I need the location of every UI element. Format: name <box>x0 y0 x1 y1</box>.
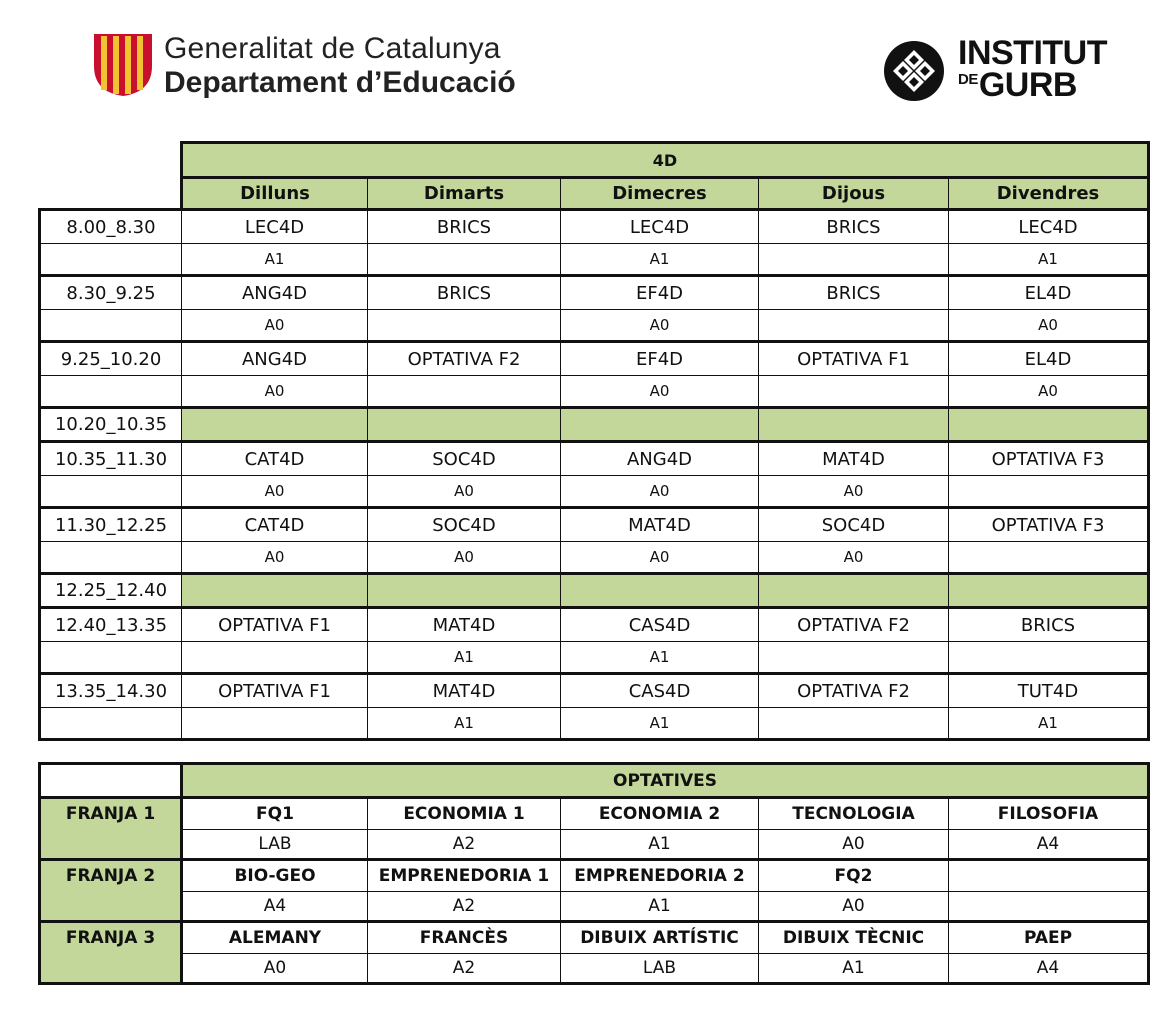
break-cell <box>368 574 561 608</box>
subject-cell: OPTATIVA F1 <box>759 342 949 376</box>
room-cell: A0 <box>182 376 368 408</box>
time-blank <box>40 244 182 276</box>
subject-cell: BRICS <box>949 608 1149 642</box>
slot-row <box>40 508 1149 542</box>
subject-cell: CAT4D <box>182 442 368 476</box>
optativa-subject: FQ1 <box>182 798 368 830</box>
break-cell <box>182 574 368 608</box>
subject-cell: CAS4D <box>561 608 759 642</box>
time-blank <box>40 708 182 740</box>
optatives-table <box>38 762 1150 985</box>
subject-cell: LEC4D <box>182 210 368 244</box>
optativa-room: A1 <box>561 892 759 922</box>
franja-label: FRANJA 2 <box>40 860 182 922</box>
subject-cell: OPTATIVA F1 <box>182 608 368 642</box>
room-cell: A1 <box>561 708 759 740</box>
time-slot: 8.30_9.25 <box>40 276 182 310</box>
break-row <box>40 574 1149 608</box>
day-header-dimarts: Dimarts <box>368 178 561 210</box>
room-cell <box>759 708 949 740</box>
subject-cell: EF4D <box>561 276 759 310</box>
time-blank <box>40 476 182 508</box>
franja-label: FRANJA 1 <box>40 798 182 860</box>
optativa-subject: ALEMANY <box>182 922 368 954</box>
franja-room-row <box>40 830 1149 860</box>
room-cell <box>182 642 368 674</box>
break-cell <box>949 574 1149 608</box>
optativa-subject: ECONOMIA 2 <box>561 798 759 830</box>
franja-label: FRANJA 3 <box>40 922 182 984</box>
room-cell <box>949 542 1149 574</box>
room-cell: A0 <box>759 542 949 574</box>
subject-cell: BRICS <box>759 210 949 244</box>
subject-cell: ANG4D <box>182 342 368 376</box>
optativa-room: A1 <box>759 954 949 984</box>
room-cell <box>759 376 949 408</box>
day-header-dimecres: Dimecres <box>561 178 759 210</box>
subject-cell: EF4D <box>561 342 759 376</box>
optativa-subject: FQ2 <box>759 860 949 892</box>
schedule-title-row <box>40 143 1149 178</box>
time-slot: 8.00_8.30 <box>40 210 182 244</box>
room-cell: A0 <box>561 376 759 408</box>
optativa-subject: FILOSOFIA <box>949 798 1149 830</box>
slot-row <box>40 276 1149 310</box>
room-cell: A1 <box>949 708 1149 740</box>
room-cell: A1 <box>368 708 561 740</box>
subject-cell: BRICS <box>368 276 561 310</box>
break-cell <box>368 408 561 442</box>
subject-cell: LEC4D <box>561 210 759 244</box>
room-cell <box>368 310 561 342</box>
day-header-dijous: Dijous <box>759 178 949 210</box>
room-cell: A0 <box>561 542 759 574</box>
time-slot: 12.25_12.40 <box>40 574 182 608</box>
subject-cell: LEC4D <box>949 210 1149 244</box>
optativa-room: A2 <box>368 892 561 922</box>
franja-room-row <box>40 892 1149 922</box>
subject-cell: OPTATIVA F3 <box>949 442 1149 476</box>
room-cell: A0 <box>561 310 759 342</box>
institut-gurb-title <box>958 36 1107 102</box>
time-slot: 10.20_10.35 <box>40 408 182 442</box>
room-cell <box>182 708 368 740</box>
time-slot: 13.35_14.30 <box>40 674 182 708</box>
optativa-subject: DIBUIX ARTÍSTIC <box>561 922 759 954</box>
subject-cell: OPTATIVA F2 <box>759 608 949 642</box>
institut-line1: INSTITUT <box>958 34 1107 72</box>
subject-cell: ANG4D <box>561 442 759 476</box>
optativa-subject: EMPRENEDORIA 2 <box>561 860 759 892</box>
optativa-room: A2 <box>368 830 561 860</box>
optativa-room: A4 <box>949 954 1149 984</box>
time-slot: 12.40_13.35 <box>40 608 182 642</box>
optativa-subject: EMPRENEDORIA 1 <box>368 860 561 892</box>
subject-cell: BRICS <box>368 210 561 244</box>
generalitat-title <box>164 34 516 98</box>
time-blank <box>40 642 182 674</box>
room-cell: A0 <box>368 542 561 574</box>
break-cell <box>561 408 759 442</box>
institut-gurb: GURB <box>978 66 1077 104</box>
corner-blank <box>40 143 182 178</box>
room-cell: A0 <box>759 476 949 508</box>
time-blank <box>40 376 182 408</box>
room-cell <box>759 642 949 674</box>
subject-cell: OPTATIVA F2 <box>368 342 561 376</box>
subject-cell: MAT4D <box>368 608 561 642</box>
optativa-room: A4 <box>182 892 368 922</box>
slot-row <box>40 342 1149 376</box>
room-cell: A0 <box>182 476 368 508</box>
generalitat-logo <box>92 32 154 98</box>
franja-name-row <box>40 860 1149 892</box>
room-cell <box>759 244 949 276</box>
optativa-room: A0 <box>759 892 949 922</box>
subject-cell: SOC4D <box>759 508 949 542</box>
break-cell <box>759 408 949 442</box>
group-title: 4D <box>182 143 1149 178</box>
corner-blank <box>40 178 182 210</box>
institut-line2 <box>958 68 1107 102</box>
subject-cell: CAS4D <box>561 674 759 708</box>
room-cell: A0 <box>368 476 561 508</box>
day-header-dilluns: Dilluns <box>182 178 368 210</box>
optativa-room: A2 <box>368 954 561 984</box>
room-cell: A0 <box>182 542 368 574</box>
optativa-room: A0 <box>759 830 949 860</box>
break-cell <box>759 574 949 608</box>
room-row <box>40 310 1149 342</box>
franja-room-row <box>40 954 1149 984</box>
optativa-room: A1 <box>561 830 759 860</box>
subject-cell: OPTATIVA F1 <box>182 674 368 708</box>
time-blank <box>40 310 182 342</box>
room-cell <box>368 376 561 408</box>
subject-cell: BRICS <box>759 276 949 310</box>
room-cell: A1 <box>949 244 1149 276</box>
room-cell: A1 <box>561 642 759 674</box>
subject-cell: MAT4D <box>759 442 949 476</box>
break-cell <box>949 408 1149 442</box>
franja-name-row <box>40 798 1149 830</box>
subject-cell: TUT4D <box>949 674 1149 708</box>
subject-cell: SOC4D <box>368 508 561 542</box>
slot-row <box>40 210 1149 244</box>
room-cell: A1 <box>182 244 368 276</box>
room-cell <box>949 642 1149 674</box>
optativa-room <box>949 892 1149 922</box>
optativa-room: A4 <box>949 830 1149 860</box>
time-blank <box>40 542 182 574</box>
room-cell: A1 <box>561 244 759 276</box>
optativa-subject: TECNOLOGIA <box>759 798 949 830</box>
subject-cell: EL4D <box>949 342 1149 376</box>
slot-row <box>40 442 1149 476</box>
room-cell: A0 <box>561 476 759 508</box>
break-cell <box>561 574 759 608</box>
room-cell: A0 <box>182 310 368 342</box>
subject-cell: ANG4D <box>182 276 368 310</box>
time-slot: 10.35_11.30 <box>40 442 182 476</box>
subject-cell: MAT4D <box>561 508 759 542</box>
slot-row <box>40 608 1149 642</box>
time-slot: 9.25_10.20 <box>40 342 182 376</box>
day-header-divendres: Divendres <box>949 178 1149 210</box>
optativa-subject: PAEP <box>949 922 1149 954</box>
optativa-subject: DIBUIX TÈCNIC <box>759 922 949 954</box>
room-row <box>40 708 1149 740</box>
optativa-subject: BIO-GEO <box>182 860 368 892</box>
room-row <box>40 476 1149 508</box>
corner-cell <box>40 764 182 798</box>
institut-de: DE <box>958 71 978 88</box>
optativa-subject: FRANCÈS <box>368 922 561 954</box>
subject-cell: OPTATIVA F3 <box>949 508 1149 542</box>
subject-cell: OPTATIVA F2 <box>759 674 949 708</box>
room-cell: A1 <box>368 642 561 674</box>
room-cell: A0 <box>949 376 1149 408</box>
room-row <box>40 376 1149 408</box>
optativa-room: LAB <box>182 830 368 860</box>
generalitat-line1: Generalitat de Catalunya <box>164 32 501 65</box>
subject-cell: SOC4D <box>368 442 561 476</box>
optativa-room: A0 <box>182 954 368 984</box>
time-slot: 11.30_12.25 <box>40 508 182 542</box>
room-row <box>40 244 1149 276</box>
institut-gurb-logo <box>880 40 948 102</box>
room-cell <box>368 244 561 276</box>
break-row <box>40 408 1149 442</box>
room-cell <box>759 310 949 342</box>
department-line2: Departament d’Educació <box>164 66 516 99</box>
room-cell <box>949 476 1149 508</box>
franja-name-row <box>40 922 1149 954</box>
room-cell: A0 <box>949 310 1149 342</box>
subject-cell: CAT4D <box>182 508 368 542</box>
optativa-subject: ECONOMIA 1 <box>368 798 561 830</box>
break-cell <box>182 408 368 442</box>
optatives-title-row <box>40 764 1149 798</box>
optatives-title: OPTATIVES <box>182 764 1149 798</box>
subject-cell: EL4D <box>949 276 1149 310</box>
optativa-room: LAB <box>561 954 759 984</box>
days-row <box>40 178 1149 210</box>
optativa-subject <box>949 860 1149 892</box>
room-row <box>40 542 1149 574</box>
schedule-table <box>38 141 1150 741</box>
subject-cell: MAT4D <box>368 674 561 708</box>
room-row <box>40 642 1149 674</box>
slot-row <box>40 674 1149 708</box>
